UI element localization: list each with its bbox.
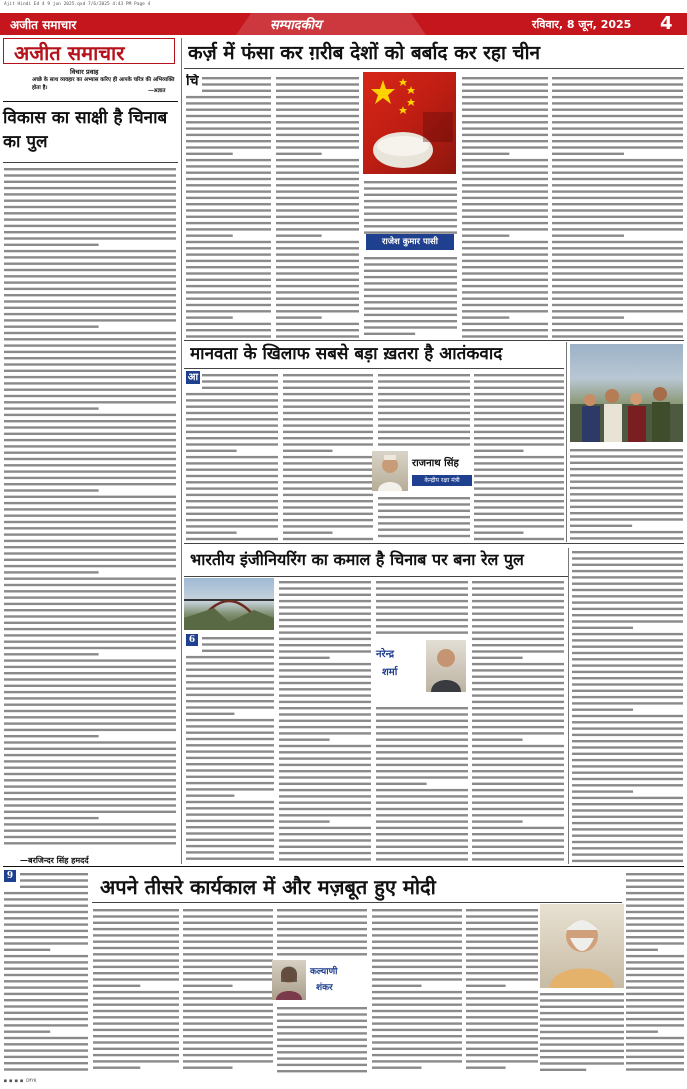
terror-body-col3a: [378, 371, 470, 451]
body-text-lines: [186, 371, 278, 541]
header-ornament: [236, 13, 426, 35]
body-text-lines: [186, 74, 271, 338]
body-text-lines: [186, 634, 274, 864]
modi-headline: अपने तीसरे कार्यकाल में और मज़बूत हुए मोदी: [100, 875, 436, 899]
person-photo-icon: [426, 640, 466, 692]
lead-dropcap: चि: [186, 74, 199, 89]
masthead-title: अजीत समाचार: [14, 41, 125, 65]
body-text-lines: [474, 371, 564, 541]
page-number: 4: [660, 13, 673, 34]
body-text-lines: [376, 704, 468, 864]
modi-body-col5: [372, 906, 462, 1074]
body-text-lines: [570, 446, 683, 542]
terror-dropcap: आ: [187, 372, 199, 383]
modi-body-col6: [466, 906, 538, 1074]
header-section-label: अजीत समाचार: [10, 18, 77, 32]
person-photo-icon: [372, 451, 408, 491]
body-text-lines: [572, 548, 683, 864]
china-debt-image: [363, 72, 456, 174]
body-text-lines: [378, 371, 470, 451]
terror-body-col4: [474, 371, 564, 541]
masthead-box: [3, 38, 175, 64]
body-text-lines: [378, 494, 470, 541]
terror-body-col3b: [378, 494, 470, 541]
masthead-subtitle: विचार प्रवाह: [70, 68, 99, 76]
body-text-lines: [364, 254, 457, 338]
bridge-author-first: नरेन्द्र: [376, 649, 395, 660]
modi-author-first: कल्याणी: [310, 967, 338, 977]
body-text-lines: [552, 74, 683, 338]
china-flag-graphic: [363, 72, 456, 174]
page-header: [0, 13, 687, 35]
terror-headline: मानवता के खिलाफ सबसे बड़ा ख़तरा है आतंकवाद: [190, 344, 503, 364]
modi-body-col1: [4, 870, 88, 1074]
lead-body-col1: [186, 74, 271, 338]
print-registration: ■ ■ ■ ■ CMYK: [4, 1079, 37, 1084]
modi-body-col4a: [277, 906, 367, 956]
modi-dropcap: 9: [4, 870, 16, 882]
modi-body-col2: [93, 906, 179, 1074]
body-text-lines: [364, 178, 457, 234]
body-text-lines: [4, 165, 176, 847]
body-text-lines: [277, 1004, 367, 1074]
editorial-author: —बरजिन्दर सिंह हमदर्द: [20, 855, 89, 865]
terror-attack-photo: [570, 344, 683, 442]
modi-author-block: [272, 960, 382, 1000]
terror-author-title: केन्द्रीय रक्षा मंत्री: [412, 475, 472, 486]
bridge-author-last: शर्मा: [382, 667, 398, 678]
editorial-headline-box: [3, 104, 178, 160]
bridge-dropcap: 6: [186, 634, 198, 646]
terror-author-name: राजनाथ सिंह: [412, 458, 459, 469]
narendra-photo: [426, 640, 466, 692]
bridge-graphic: [184, 578, 274, 630]
terror-body-col2: [283, 371, 373, 541]
body-text-lines: [183, 906, 273, 1074]
crowd-photo-graphic: [570, 344, 683, 442]
modi-body-col4b: [277, 1004, 367, 1074]
body-text-lines: [93, 906, 179, 1074]
body-text-lines: [283, 371, 373, 541]
body-text-lines: [466, 906, 538, 1074]
header-section-title: सम्पादकीय: [270, 18, 322, 33]
terror-body-continued: [572, 548, 683, 864]
body-text-lines: [372, 906, 462, 1074]
lead-body-col4: [462, 74, 548, 338]
body-text-lines: [376, 578, 468, 638]
lead-headline: कर्ज़ में फंसा कर ग़रीब देशों को बर्बाद कर रहा चीन: [188, 42, 541, 64]
modi-author-last: शंकर: [316, 983, 333, 993]
bridge-body-col1: [186, 634, 274, 864]
rajnath-photo: [372, 451, 408, 491]
lead-author-box: [366, 234, 454, 250]
chenab-bridge-photo: [184, 578, 274, 630]
body-text-lines: [626, 870, 684, 1074]
terror-body-col1: [186, 371, 278, 541]
person-photo-icon: [272, 960, 306, 1000]
editorial-body: [4, 165, 176, 847]
body-text-lines: [540, 990, 624, 1074]
body-text-lines: [462, 74, 548, 338]
kalyani-photo: [272, 960, 306, 1000]
lead-body-col3b: [364, 254, 457, 338]
person-photo-icon: [540, 904, 624, 988]
bridge-body-col2: [279, 578, 371, 864]
terror-author-block: [372, 451, 472, 491]
header-date: रविवार, 8 जून, 2025: [532, 18, 632, 31]
modi-body-col3: [183, 906, 273, 1074]
body-text-lines: [4, 870, 88, 1074]
bridge-body-col4: [472, 578, 564, 864]
masthead-quote-author: —अज्ञात: [148, 88, 166, 94]
bridge-author-block: [376, 640, 468, 702]
modi-body-col7: [540, 990, 624, 1074]
bridge-headline: भारतीय इंजीनियरिंग का कमाल है चिनाब पर बना रेल पुल: [190, 550, 524, 569]
lead-author-name: राजेश कुमार पासी: [382, 237, 438, 247]
lead-body-col5: [552, 74, 683, 338]
bridge-body-col3a: [376, 578, 468, 638]
bridge-body-col3b: [376, 704, 468, 864]
body-text-lines: [472, 578, 564, 864]
modi-body-col8: [626, 870, 684, 1074]
lead-body-col2: [276, 74, 359, 338]
body-text-lines: [276, 74, 359, 338]
body-text-lines: [277, 906, 367, 956]
print-info: Ajit Hindi Ed 4 9 jun 2025.qxd 7/6/2025 4:43 PM Page 4: [4, 2, 151, 7]
lead-body-col3a: [364, 178, 457, 234]
body-text-lines: [279, 578, 371, 864]
terror-photo-caption: [570, 446, 683, 542]
editorial-headline: विकास का साक्षी है चिनाब का पुल: [3, 108, 168, 152]
masthead-quote: अच्छे के साथ व्यवहार का अभ्यास करिए ही आपके चरित्र की अभिव्यक्ति होता है।: [32, 77, 175, 91]
modi-photo: [540, 904, 624, 988]
